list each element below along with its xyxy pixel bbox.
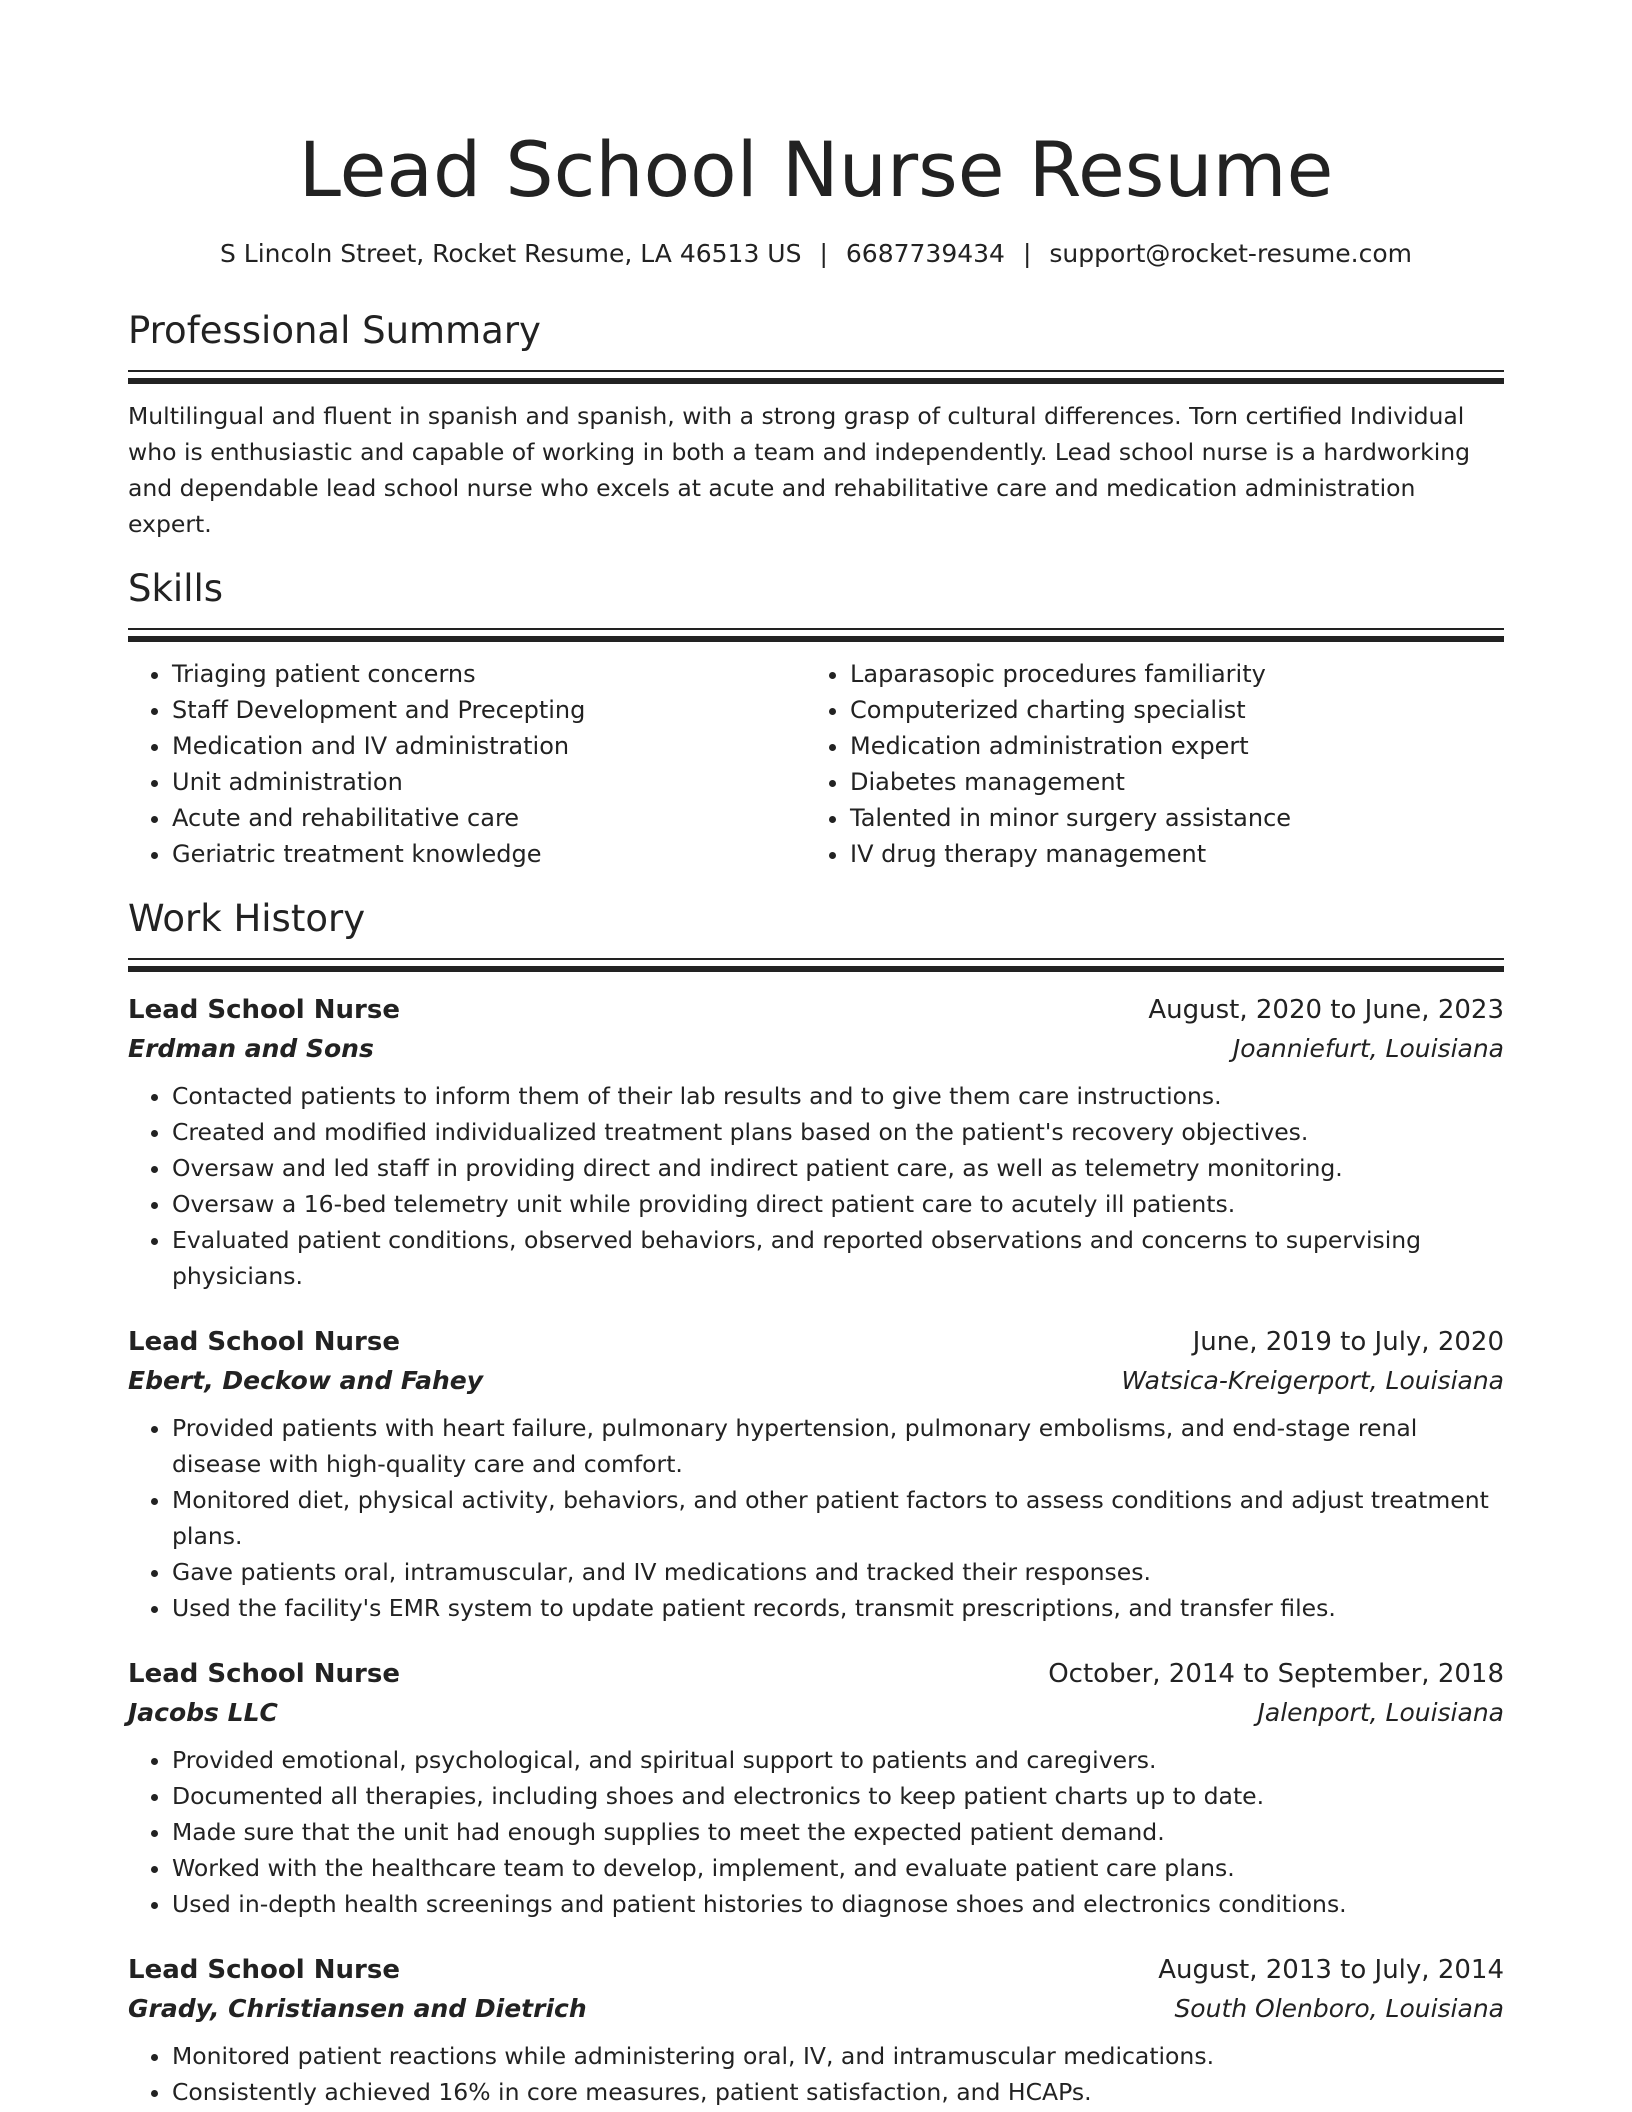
job-bullet: • Evaluated patient conditions, observed behaviors, and reported observations and concerns to supervising physicians. [172, 1222, 1504, 1294]
section-heading-summary: Professional Summary [128, 309, 541, 352]
job-bullets [128, 2038, 1504, 2110]
skills-section [128, 564, 1504, 872]
skills-columns [128, 656, 1504, 872]
skill-item: • Unit administration [172, 764, 806, 800]
job-bullet: • Monitored patient reactions while administering oral, IV, and intramuscular medications. [172, 2038, 1504, 2074]
skill-item: • Laparasopic procedures familiarity [850, 656, 1484, 692]
skill-item: • Staff Development and Precepting [172, 692, 806, 728]
job-bullet: • Monitored diet, physical activity, behaviors, and other patient factors to assess conditions and adjust treatment plans. [172, 1482, 1504, 1554]
job-dates: August, 2013 to July, 2014 [1158, 1955, 1504, 1985]
job-title: Lead School Nurse [128, 995, 400, 1025]
job-bullet: • Consistently achieved 16% in core measures, patient satisfaction, and HCAPs. [172, 2074, 1504, 2110]
job-bullets [128, 1410, 1504, 1626]
skill-item: • Diabetes management [850, 764, 1484, 800]
job-title: Lead School Nurse [128, 1659, 400, 1689]
job-entry [128, 1654, 1504, 1922]
job-location: Watsica-Kreigerport, Louisiana [1121, 1366, 1504, 1395]
job-bullet: • Used the facility's EMR system to update patient records, transmit prescriptions, and transfer files. [172, 1590, 1504, 1626]
job-bullets [128, 1078, 1504, 1294]
job-company: Jacobs LLC [128, 1698, 278, 1727]
job-location: Jalenport, Louisiana [1257, 1698, 1504, 1727]
job-bullet: • Documented all therapies, including shoes and electronics to keep patient charts up to date. [172, 1778, 1504, 1814]
professional-summary-section [128, 306, 1504, 542]
job-bullet: • Oversaw a 16-bed telemetry unit while providing direct patient care to acutely ill patients. [172, 1186, 1504, 1222]
job-company: Erdman and Sons [128, 1034, 374, 1063]
skills-list-left [128, 656, 806, 872]
job-subheader [128, 1362, 1504, 1400]
contact-address: S Lincoln Street, Rocket Resume, LA 46513 US [219, 239, 802, 268]
contact-phone: 6687739434 [845, 239, 1005, 268]
job-bullet: • Contacted patients to inform them of their lab results and to give them care instructions. [172, 1078, 1504, 1114]
section-divider [128, 628, 1504, 642]
skills-list-right [806, 656, 1484, 872]
job-header [128, 1322, 1504, 1362]
job-dates: October, 2014 to September, 2018 [1048, 1659, 1504, 1689]
job-bullet: • Created and modified individualized treatment plans based on the patient's recovery objectives. [172, 1114, 1504, 1150]
job-location: South Olenboro, Louisiana [1174, 1994, 1504, 2023]
skill-item: • Medication and IV administration [172, 728, 806, 764]
job-entry [128, 1950, 1504, 2110]
summary-text: Multilingual and fluent in spanish and spanish, with a strong grasp of cultural differences. Torn certified Individual who is enthusiastic and capable of working in both a team and independently. Lead school nurse is a hardworking and dependable lead school nurse who excels at acute and rehabilitative care and medication administration expert. [128, 402, 1471, 538]
skill-item: • IV drug therapy management [850, 836, 1484, 872]
job-title: Lead School Nurse [128, 1327, 400, 1357]
job-company: Ebert, Deckow and Fahey [128, 1366, 484, 1395]
contact-separator: | [819, 239, 828, 268]
job-subheader [128, 1694, 1504, 1732]
job-dates: June, 2019 to July, 2020 [1192, 1327, 1504, 1357]
skill-item: • Computerized charting specialist [850, 692, 1484, 728]
resume-page [128, 0, 1504, 2110]
job-bullet: • Provided emotional, psychological, and spiritual support to patients and caregivers. [172, 1742, 1504, 1778]
section-divider [128, 370, 1504, 384]
job-header [128, 1950, 1504, 1990]
job-bullets [128, 1742, 1504, 1922]
section-divider [128, 958, 1504, 972]
job-bullet: • Provided patients with heart failure, pulmonary hypertension, pulmonary embolisms, and end-stage renal disease with high-quality care and comfort. [172, 1410, 1504, 1482]
skill-item: • Geriatric treatment knowledge [172, 836, 806, 872]
job-bullet: • Gave patients oral, intramuscular, and IV medications and tracked their responses. [172, 1554, 1504, 1590]
resume-title: Lead School Nurse Resume [298, 125, 1334, 214]
skill-item: • Talented in minor surgery assistance [850, 800, 1484, 836]
section-heading-skills: Skills [128, 567, 224, 610]
job-bullet: • Used in-depth health screenings and patient histories to diagnose shoes and electronics conditions. [172, 1886, 1504, 1922]
job-entry [128, 1322, 1504, 1626]
job-subheader [128, 1030, 1504, 1068]
skill-item: • Triaging patient concerns [172, 656, 806, 692]
job-bullet: • Worked with the healthcare team to develop, implement, and evaluate patient care plans. [172, 1850, 1504, 1886]
job-company: Grady, Christiansen and Dietrich [128, 1994, 587, 2023]
job-bullet: • Oversaw and led staff in providing direct and indirect patient care, as well as telemetry monitoring. [172, 1150, 1504, 1186]
work-history-section [128, 894, 1504, 2110]
contact-email: support@rocket-resume.com [1049, 239, 1413, 268]
job-header [128, 990, 1504, 1030]
job-subheader [128, 1990, 1504, 2028]
job-entry [128, 990, 1504, 1294]
job-title: Lead School Nurse [128, 1955, 400, 1985]
contact-line [128, 236, 1504, 272]
job-header [128, 1654, 1504, 1694]
section-heading-work: Work History [128, 897, 366, 940]
contact-separator: | [1022, 239, 1032, 268]
job-location: Joanniefurt, Louisiana [1232, 1034, 1504, 1063]
skill-item: • Acute and rehabilitative care [172, 800, 806, 836]
skill-item: • Medication administration expert [850, 728, 1484, 764]
job-bullet: • Made sure that the unit had enough supplies to meet the expected patient demand. [172, 1814, 1504, 1850]
job-dates: August, 2020 to June, 2023 [1148, 995, 1504, 1025]
